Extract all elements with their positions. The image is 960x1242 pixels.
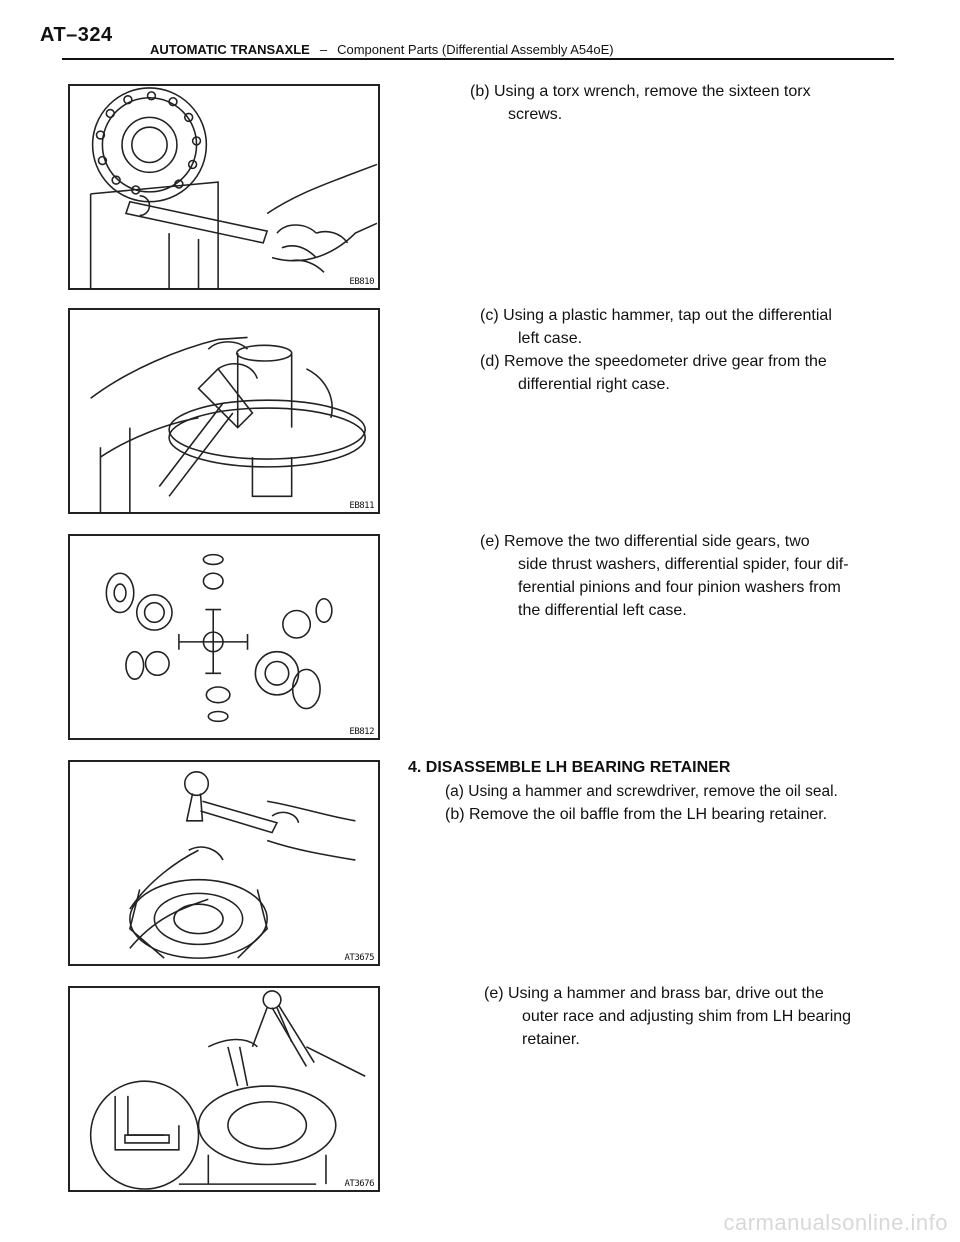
step-e-race: [484, 982, 868, 1051]
step-continuation: screws.: [508, 106, 563, 123]
step-line: ferential pinions and four pinion washers from: [518, 579, 841, 596]
step-c-d: [480, 304, 868, 396]
step-continuation: differential right case.: [518, 376, 670, 393]
step-c-paragraph: [480, 304, 868, 350]
watermark: carmanualsonline.info: [723, 1210, 948, 1235]
header-separator: –: [319, 42, 328, 57]
step-first-line: (d) Remove the speedometer drive gear from the: [480, 353, 827, 370]
step-line: side thrust washers, differential spider, four dif-: [518, 556, 849, 573]
step-4b: (b) Remove the oil baffle from the LH bearing retainer.: [445, 806, 828, 823]
step-paragraph: [480, 530, 875, 622]
brass-bar-illustration: [70, 988, 378, 1190]
step-first-line: (c) Using a plastic hammer, tap out the differential: [480, 307, 832, 324]
step-first-line: (b) Using a torx wrench, remove the sixteen torx: [470, 83, 811, 100]
figure-code: AT3675: [344, 953, 374, 963]
figure-torx-wrench: [68, 84, 380, 290]
header-section: AUTOMATIC TRANSAXLE: [150, 42, 310, 57]
section-4: [408, 756, 878, 826]
figure-code: AT3676: [344, 1179, 374, 1189]
figure-code: EB812: [349, 727, 374, 737]
section-heading: 4. DISASSEMBLE LH BEARING RETAINER: [408, 759, 731, 776]
step-first-line: (e) Using a hammer and brass bar, drive out the: [484, 985, 824, 1002]
figure-hammer-screwdriver: [68, 760, 380, 966]
header-rule: [62, 58, 894, 60]
exploded-gears-illustration: [70, 536, 378, 738]
page-number: AT–324: [40, 24, 113, 46]
step-d-paragraph: [480, 350, 868, 396]
step-4a: (a) Using a hammer and screwdriver, remove the oil seal.: [445, 783, 838, 800]
step-paragraph: [484, 982, 868, 1051]
figure-exploded-gears: [68, 534, 380, 740]
step-b-torx: [470, 80, 865, 126]
hammer-screwdriver-illustration: [70, 762, 378, 964]
figure-brass-bar: [68, 986, 380, 1192]
figure-plastic-hammer: [68, 308, 380, 514]
figure-code: EB810: [349, 277, 374, 287]
header-subsection: Component Parts (Differential Assembly A54oE): [337, 42, 614, 57]
step-e-gears: [480, 530, 875, 622]
step-first-line: (e) Remove the two differential side gears, two: [480, 533, 810, 550]
running-header: [150, 42, 614, 57]
step-line: the differential left case.: [518, 602, 687, 619]
torx-wrench-illustration: [70, 86, 378, 288]
step-line: outer race and adjusting shim from LH bearing: [522, 1008, 852, 1025]
figure-code: EB811: [349, 501, 374, 511]
step-line: retainer.: [522, 1031, 580, 1048]
plastic-hammer-illustration: [70, 310, 378, 512]
step-continuation: left case.: [518, 330, 583, 347]
step-paragraph: [470, 80, 865, 126]
